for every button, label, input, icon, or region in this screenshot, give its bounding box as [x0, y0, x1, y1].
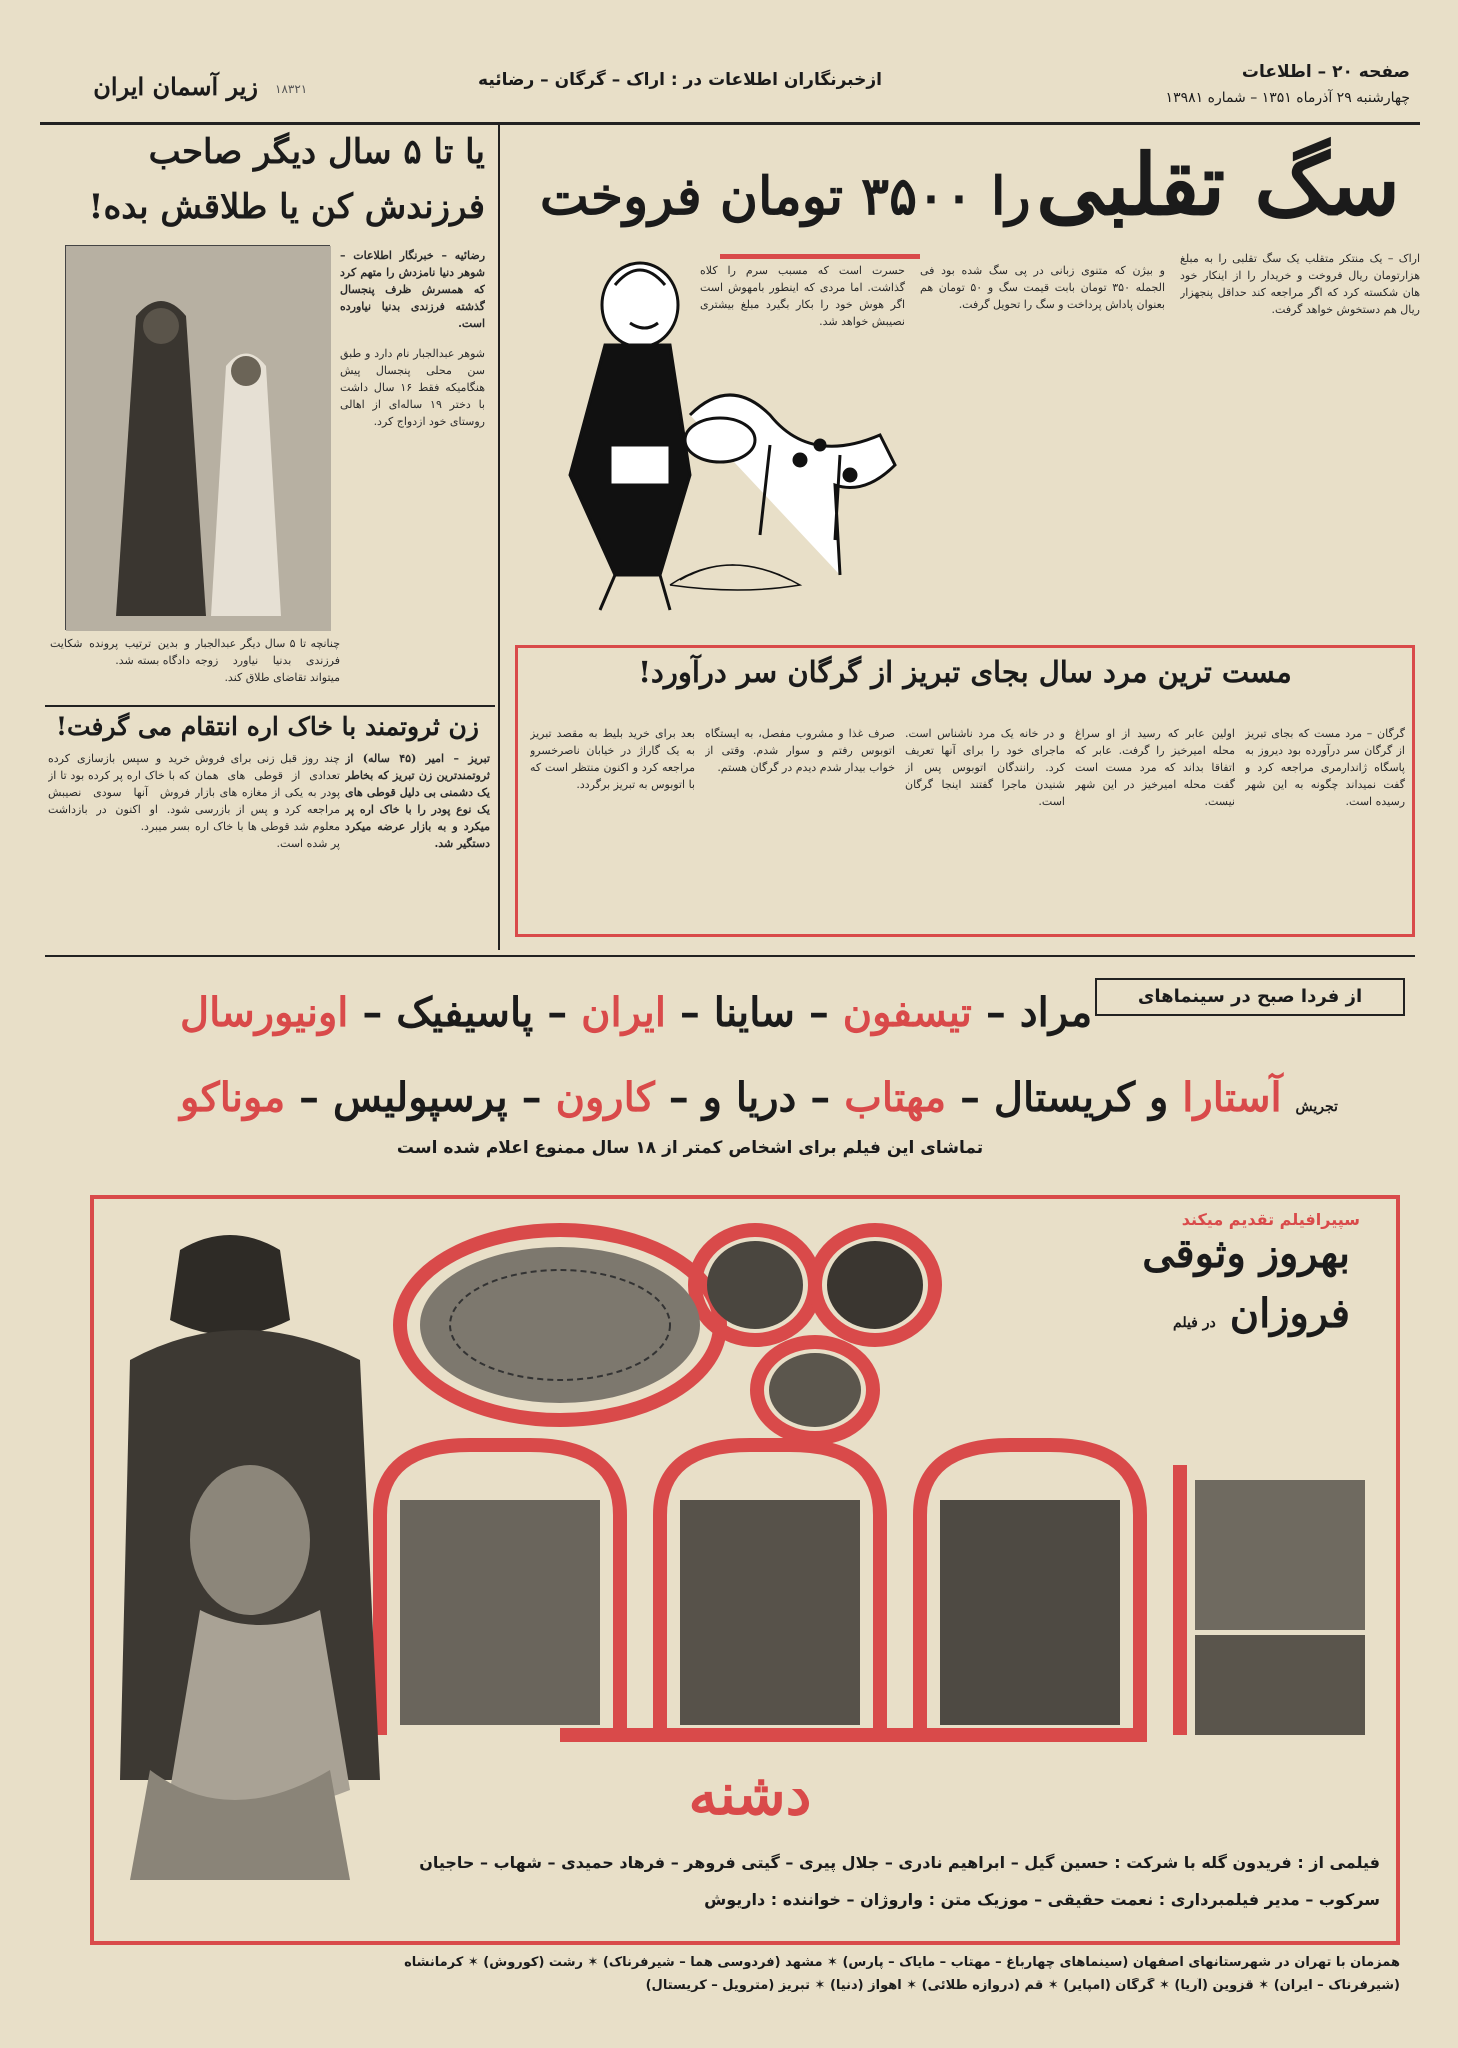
tabriz-col3: خرید و سپس بازسازی کرده که با خاک اره پر کرده بود تا از فروش آنها سودی نصیبش شود. او اکنون در بازداشت بسر میبرد.: [48, 752, 190, 833]
cinema-list-2: [180, 1070, 1338, 1130]
tabriz-col1: تبریز – امیر (۴۵ ساله) از ثروتمندترین زن تبریز که بخاطر یک دشمنی بی دلیل قوطی های یک نوع پودر را با خاک اره پر میکرد و به بازار عرضه میکرد دستگیر شد.: [345, 752, 490, 850]
tabriz-col2: چند روز قبل زنی برای فروش تعدادی از قوطی های همان پودر به یکی از مغازه های بازار مراجعه کرد و پس از بازرسی معلوم شد قوطی ها با خاک اره پر شده است.: [195, 752, 340, 850]
hero-photo-figures: [100, 1210, 390, 1900]
cinema-list-1-item-8: پاسیفیک: [396, 989, 534, 1036]
cinema-list-2-item-4: –: [946, 1074, 994, 1121]
cartoon-hair-pile: [670, 565, 800, 590]
cinema-list-1-item-6: ایران: [581, 989, 666, 1036]
drunk-col1: گرگان – مرد مست که بجای تبریز از گرگان سر درآورده بود دیروز به پاسگاه ژاندارمری مراجعه کرد و گفت نمیداند چگونه به این شهر رسیده است.: [1245, 727, 1405, 808]
divorce-lead: رضائیه – خبرنگار اطلاعات – شوهر دنیا نامزدش را متهم کرد که همسرش ظرف پنجسال گذشته فرزندی بدنیا نیاورده است.: [340, 249, 485, 330]
cartoon-dog: [685, 395, 895, 575]
cinema-list-2-item-5: مهتاب: [844, 1074, 947, 1121]
cinema-list-2-item-3: کریستال: [993, 1074, 1136, 1121]
dog-cartoon: [520, 245, 920, 630]
cinema-list-2-item-10: –: [507, 1074, 556, 1121]
cinema-list-1-item-2: تیسفون: [842, 989, 972, 1036]
ad-star2-name: فروزان: [1229, 1290, 1350, 1337]
cartoon-man: [570, 263, 690, 610]
cinema-list-1-item-0: مراد: [1019, 989, 1093, 1036]
ad-presents: سپیرافیلم تقدیم میکند: [1181, 1210, 1360, 1229]
ref-number: ۱۸۳۲۱: [275, 82, 308, 96]
cinema-list-2-item-1: آستارا: [1182, 1074, 1296, 1121]
cinema-list-1-item-9: –: [348, 989, 397, 1036]
divorce-headline: یا تا ۵ سال دیگر صاحب فرزندش کن یا طلاقش بده!: [88, 132, 485, 227]
divorce-col2: چنانچه تا ۵ سال دیگر عبدالجبار فرزندی بدنیا نیاورد زوجه میتواند تقاضای طلاق کند.: [195, 637, 340, 684]
cinema-list-1-item-4: ساینا: [713, 989, 795, 1036]
cinema-list-2-item-0: تجریش: [1295, 1099, 1338, 1115]
date-line: چهارشنبه ۲۹ آذرماه ۱۳۵۱ – شماره ۱۳۹۸۱: [1165, 90, 1410, 106]
hero-photo: [100, 1210, 390, 1900]
age-restriction: تماشای این فیلم برای اشخاص کمتر از ۱۸ سال ممنوع اعلام شده است: [396, 1138, 984, 1158]
title-photo-7: [940, 1500, 1120, 1725]
tabriz-top-rule: [45, 705, 495, 707]
dog-col1: اراک – یک منتکر متقلب یک سگ تقلبی را به مبلغ هزارتومان ریال فروخت و خریدار را از اینکار خود هان شکسته کرد که اگر مراجعه کند حداقل پنجهزار ریال هم دستخوش خواهد گرفت.: [1180, 252, 1420, 316]
cinema-list-1-item-3: –: [794, 989, 843, 1036]
cinema-list-1-item-10: اونیورسال: [180, 989, 349, 1036]
title-photo-9: [1195, 1635, 1365, 1735]
couple-photo-figures: [66, 246, 331, 631]
cinema-list-1-item-1: –: [971, 989, 1020, 1036]
dog-col3: حسرت است که مسبب سرم را کلاه گذاشت. اما مردی که اینطور بامهوش است اگر هوش خود را بکار بگیرد مبلغ بیشتری نصیبش خواهد شد.: [700, 264, 905, 328]
ad-star2-small: در فیلم: [1173, 1315, 1216, 1331]
title-photo-5: [400, 1500, 600, 1725]
cinema-list-2-item-2: و: [1135, 1074, 1183, 1121]
cinema-list-2-item-8: –: [654, 1074, 703, 1121]
from-tomorrow-box: از فردا صبح در سینماهای: [1095, 978, 1405, 1016]
ad-footer-2: (شیرفرناک – ایران) ✶ قزوین (آریا) ✶ گرگان (امپایر) ✶ قم (دروازه طلائی) ✶ اهواز (دنیا) ✶ تبریز (مترویل – کریستال): [645, 1978, 1400, 1993]
section-title: زیر آسمان ایران: [93, 72, 258, 101]
drunk-col2: اولین عابر که رسید از او سراغ محله امیرخیز را گرفت. عابر که اتفاقا بداند که مرد مست است گفت محله امیرخیز در این شهر نیست.: [1075, 727, 1235, 808]
cinema-top-rule: [45, 955, 1415, 957]
ad-credits-1: فیلمی از : فریدون گله با شرکت : حسین گیل – ابراهیم نادری – جلال پیری – گیتی فروهر – فرهاد حمیدی – شهاب – حاجیان: [419, 1853, 1380, 1872]
cinema-list-2-item-9: کارون: [555, 1074, 655, 1121]
cinema-list-2-item-6: –: [796, 1074, 845, 1121]
drunk-col3: و در خانه یک مرد ناشناس است. ماجرای خود را برای آنها تعریف کرد. رانندگان اتوبوس پس از شنیدن ماجرا گفتند اینجا گرگان است.: [905, 727, 1065, 808]
cinema-list-1-item-5: –: [665, 989, 714, 1036]
ad-credits-2: سرکوب – مدیر فیلمبرداری : نعمت حقیقی – موزیک متن : واروژان – خواننده : داریوش: [704, 1890, 1380, 1909]
divorce-col3: و بدین ترتیب پرونده شکایت دادگاه بسته شد.: [50, 637, 190, 667]
ad-footer-1: همزمان با تهران در شهرستانهای اصفهان (سینماهای چهارباغ – مهتاب – مایاک – پارس) ✶ مشهد (فردوسی هما – شیرفرناک) ✶ رشت (کوروش) ✶ کرمانشاه: [404, 1955, 1400, 1970]
ad-title-small: دشنه: [688, 1760, 812, 1828]
title-photo-3: [827, 1241, 923, 1329]
drunk-headline: مست ترین مرد سال بجای تبریز از گرگان سر درآورد!: [638, 655, 1292, 689]
title-photo-8: [1195, 1480, 1365, 1630]
column-divider: [498, 125, 500, 950]
dog-headline: [510, 130, 1400, 250]
cinema-list-2-item-12: –: [285, 1074, 333, 1121]
cinema-list-2-item-7: دریا و: [702, 1074, 797, 1121]
title-photo-6: [680, 1500, 860, 1725]
dog-headline-part1: سگ تقلبی: [1036, 135, 1400, 234]
divorce-body: شوهر عبدالجبار نام دارد و طبق سن محلی پنجسال پیش هنگامیکه فقط ۱۶ سال داشت با دختر ۱۹ ساله‌ای از اهالی روستای خود ازدواج کرد.: [340, 347, 485, 428]
cinema-list-1: [180, 985, 1093, 1045]
couple-photo: [65, 245, 330, 630]
tabriz-headline: زن ثروتمند با خاک اره انتقام می گرفت!: [56, 712, 479, 741]
page-info: صفحه ۲۰ – اطلاعات: [1241, 62, 1410, 82]
dog-col2: و بیژن که متنوی زبانی در پی سگ شده بود فی الجمله ۳۵۰ تومان بابت قیمت سگ و ۵۰ تومان هم بعنوان پاداش پرداخت و سگ را تحویل گرفت.: [920, 264, 1165, 311]
correspondents-line: ازخبرنگاران اطلاعات در : اراک – گرگان – رضائیه: [478, 70, 882, 90]
drunk-col4: صرف غذا و مشروب مفصل، به ایستگاه اتوبوس رفتم و سوار شدم. وقتی از خواب بیدار شدم دیدم در گرگان هستم.: [705, 727, 895, 774]
title-photo-1: [420, 1247, 700, 1403]
film-title-graphic: [360, 1215, 1380, 1775]
dog-headline-part2: را ۳۵۰۰ تومان فروخت: [539, 166, 1031, 227]
title-photo-2: [707, 1241, 803, 1329]
ad-star1: بهروز وثوقی: [1142, 1230, 1350, 1277]
drunk-col5: بعد برای خرید بلیط به مقصد تبریز به یک گاراژ در خیابان ناصرخسرو مراجعه کرد و اکنون منتظر است که با اتوبوس به تبریز برگردد.: [530, 727, 695, 791]
cinema-list-2-item-11: پرسپولیس: [332, 1074, 508, 1121]
title-photo-4: [769, 1353, 861, 1427]
cinema-list-2-item-13: موناکو: [180, 1074, 286, 1121]
cinema-list-1-item-7: –: [533, 989, 582, 1036]
